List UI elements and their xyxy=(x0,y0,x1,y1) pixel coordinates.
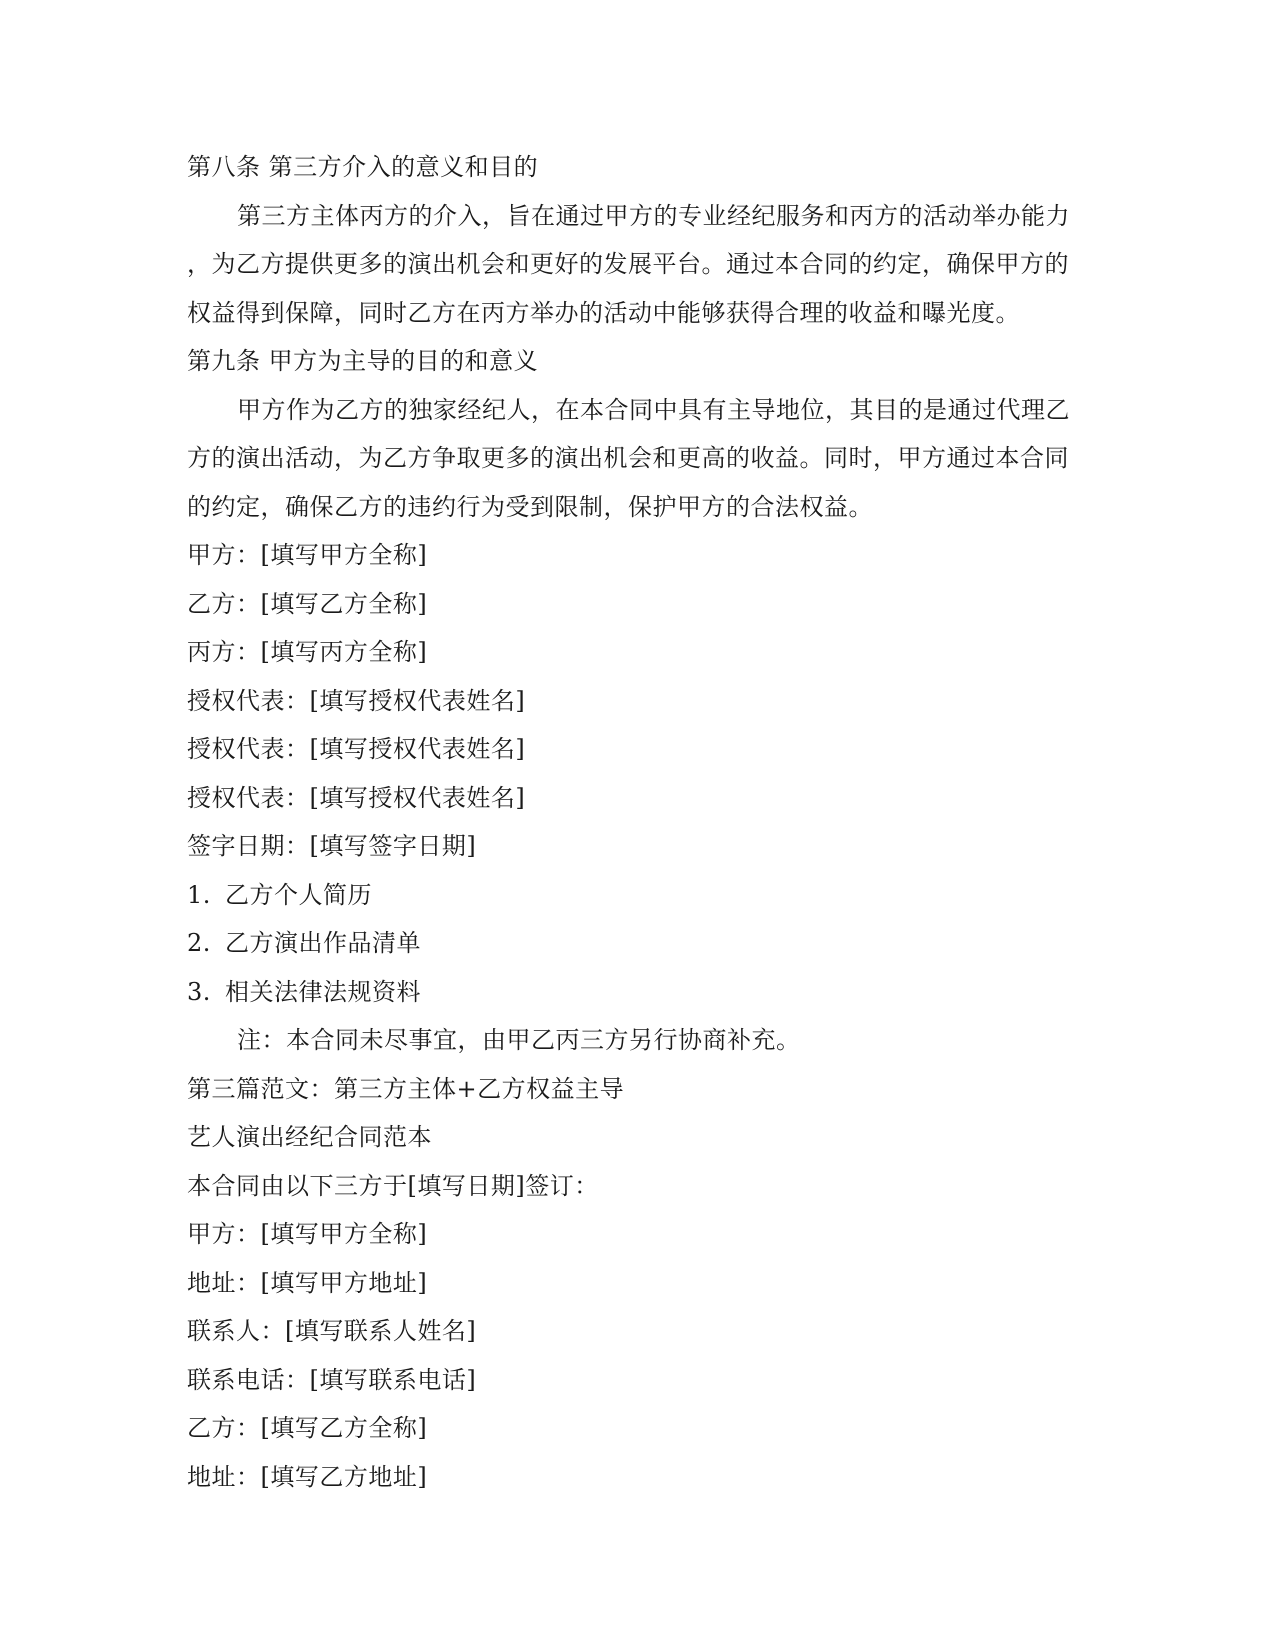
article-9-heading: 第九条 甲方为主导的目的和意义 xyxy=(187,347,539,375)
attachment-text: 乙方个人简历 xyxy=(225,880,372,909)
attachment-text: 乙方演出作品清单 xyxy=(225,929,421,957)
attachment-number: 1. xyxy=(187,880,211,909)
party-a-name-line: 甲方：[填写甲方全称] xyxy=(187,1220,428,1248)
party-b-name-line: 乙方：[填写乙方全称] xyxy=(187,1414,428,1442)
attachment-number: 2. xyxy=(187,929,211,957)
article-8-paragraph-line: ，为乙方提供更多的演出机会和更好的发展平台。通过本合同的约定，确保甲方的 xyxy=(187,250,1069,278)
signature-line-party-c: 丙方：[填写丙方全称] xyxy=(187,638,428,666)
signature-line-representative: 授权代表：[填写授权代表姓名] xyxy=(187,735,526,763)
article-9-paragraph-line: 甲方作为乙方的独家经纪人，在本合同中具有主导地位，其目的是通过代理乙 xyxy=(237,395,1070,424)
party-a-contact-line: 联系人：[填写联系人姓名] xyxy=(187,1317,477,1345)
party-a-phone-line: 联系电话：[填写联系电话] xyxy=(187,1365,477,1394)
document-body xyxy=(187,143,1087,1501)
party-a-address-line: 地址：[填写甲方地址] xyxy=(187,1268,428,1297)
section-3-heading: 第三篇范文：第三方主体+乙方权益主导 xyxy=(187,1074,625,1103)
party-b-address-line: 地址：[填写乙方地址] xyxy=(187,1462,428,1491)
signature-line-party-a: 甲方：[填写甲方全称] xyxy=(187,541,428,569)
article-8-paragraph-line: 第三方主体丙方的介入，旨在通过甲方的专业经纪服务和丙方的活动举办能力 xyxy=(237,201,1070,230)
attachment-number: 3. xyxy=(187,977,211,1006)
signature-line-party-b: 乙方：[填写乙方全称] xyxy=(187,589,428,618)
signature-line-representative: 授权代表：[填写授权代表姓名] xyxy=(187,783,526,812)
attachment-text: 相关法律法规资料 xyxy=(225,977,421,1006)
contract-note: 注：本合同未尽事宜，由甲乙丙三方另行协商补充。 xyxy=(237,1026,801,1054)
article-8-paragraph-line: 权益得到保障，同时乙方在丙方举办的活动中能够获得合理的收益和曝光度。 xyxy=(187,298,1020,327)
signature-line-representative: 授权代表：[填写授权代表姓名] xyxy=(187,686,526,715)
signature-line-date: 签字日期：[填写签字日期] xyxy=(187,832,477,860)
contract-title: 艺人演出经纪合同范本 xyxy=(187,1123,432,1151)
article-9-paragraph-line: 的约定，确保乙方的违约行为受到限制，保护甲方的合法权益。 xyxy=(187,492,873,521)
article-8-heading: 第八条 第三方介入的意义和目的 xyxy=(187,153,539,181)
attachment-list-item xyxy=(187,871,1087,920)
contract-intro: 本合同由以下三方于[填写日期]签订： xyxy=(187,1171,599,1200)
attachment-list-item xyxy=(187,968,1087,1017)
article-9-paragraph-line: 方的演出活动，为乙方争取更多的演出机会和更高的收益。同时，甲方通过本合同 xyxy=(187,444,1069,472)
attachment-list-item xyxy=(187,919,1087,968)
